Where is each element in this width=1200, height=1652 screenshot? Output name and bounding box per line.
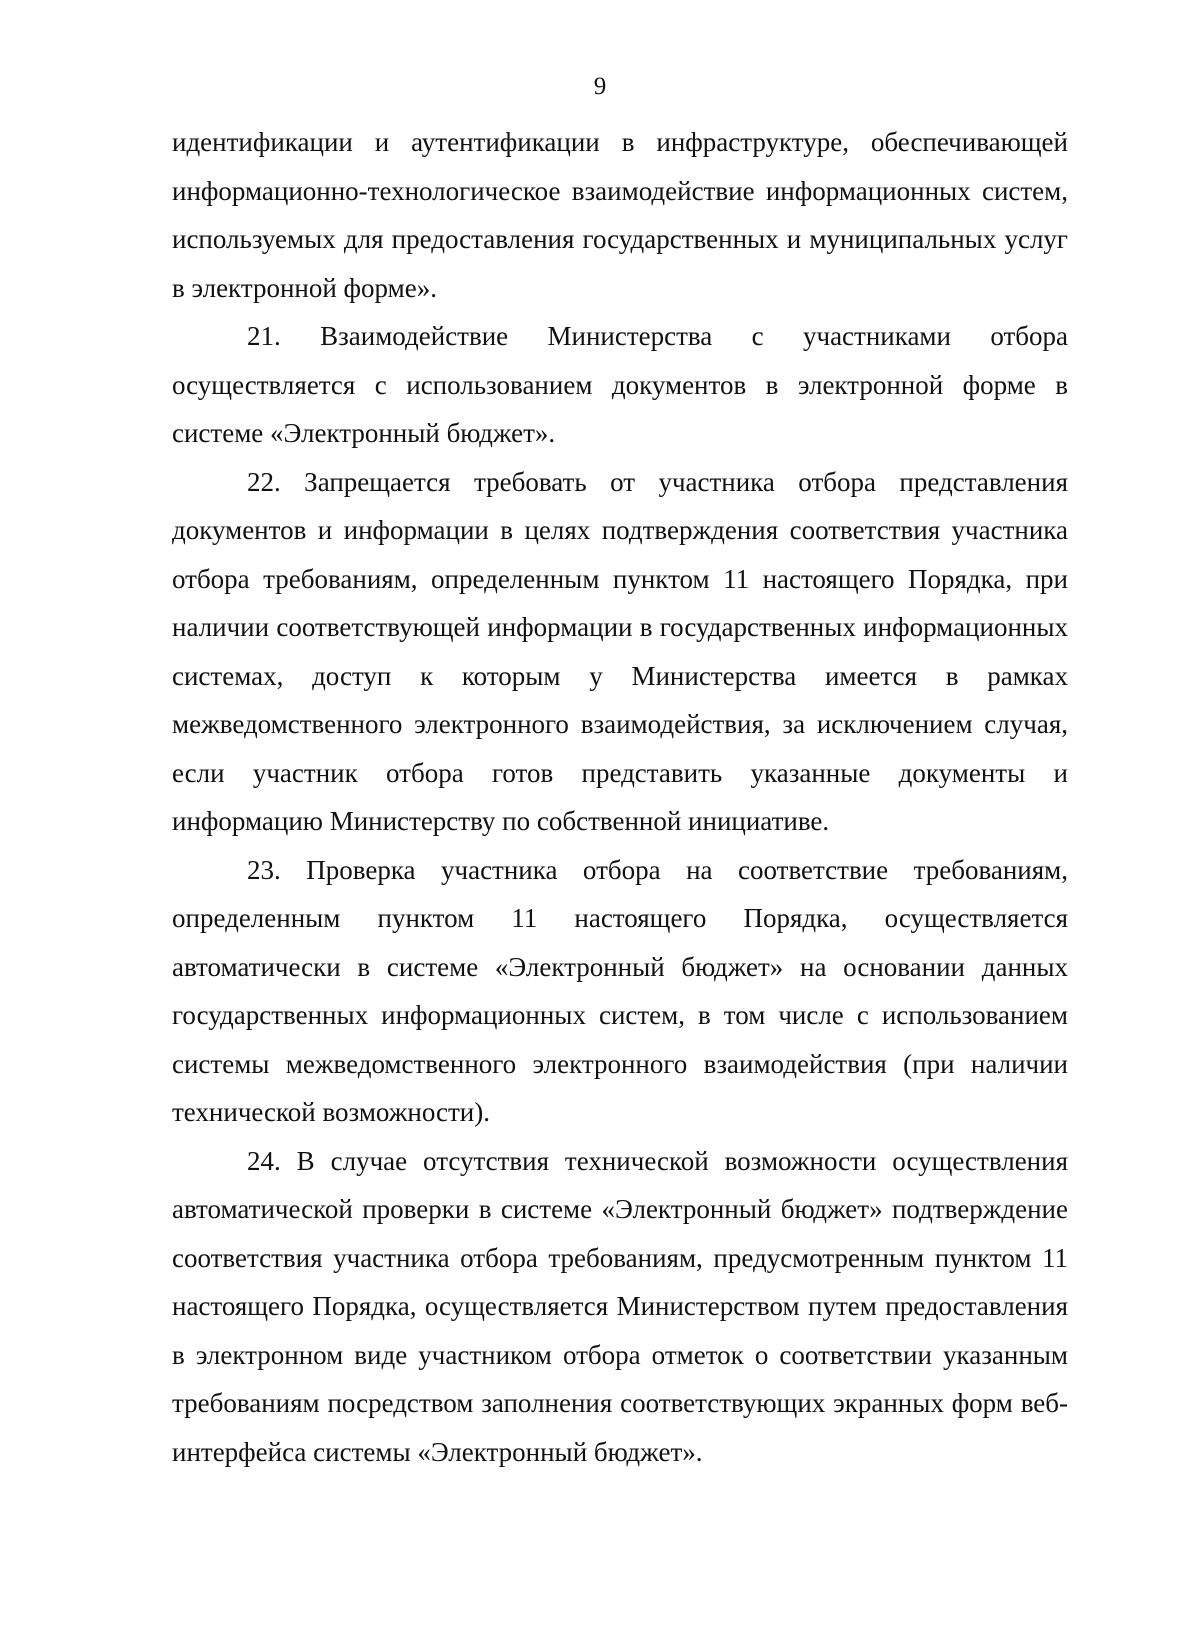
page-number: 9 — [593, 73, 607, 100]
paragraph-24: 24. В случае отсутствия технической возможности осуществления автоматической проверки в системе «Электронный бюджет» подтверждение соответствия участника отбора требованиям, предусмотренным пунктом 11 настоящего Порядка, осуществляется Министерством путем предоставления в электронном виде участником отбора отметок о соответствии указанным требованиям посредством заполнения соответствующих экранных форм веб-интерфейса системы «Электронный бюджет». — [172, 1145, 1068, 1467]
document-body — [172, 118, 1068, 1476]
paragraph-23: 23. Проверка участника отбора на соответствие требованиям, определенным пунктом 11 настоящего Порядка, осуществляется автоматически в системе «Электронный бюджет» на основании данных государственных информационных систем, в том числе с использованием системы межведомственного электронного взаимодействия (при наличии технической возможности). — [172, 854, 1068, 1127]
paragraph-22: 22. Запрещается требовать от участника отбора представления документов и информации в целях подтверждения соответствия участника отбора требованиям, определенным пунктом 11 настоящего Порядка, при наличии соответствующей информации в государственных информационных системах, доступ к которым у Министерства имеется в рамках межведомственного электронного взаимодействия, за исключением случая, если участник отбора готов представить указанные документы и информацию Министерству по собственной инициативе. — [172, 466, 1068, 836]
paragraph-21: 21. Взаимодействие Министерства с участниками отбора осуществляется с использованием документов в электронной форме в системе «Электронный бюджет». — [172, 321, 1068, 448]
paragraph-continuation: идентификации и аутентификации в инфраструктуре, обеспечивающей информационно-технологическое взаимодействие информационных систем, используемых для предоставления государственных и муниципальных услуг в электронной форме». — [172, 127, 1068, 303]
